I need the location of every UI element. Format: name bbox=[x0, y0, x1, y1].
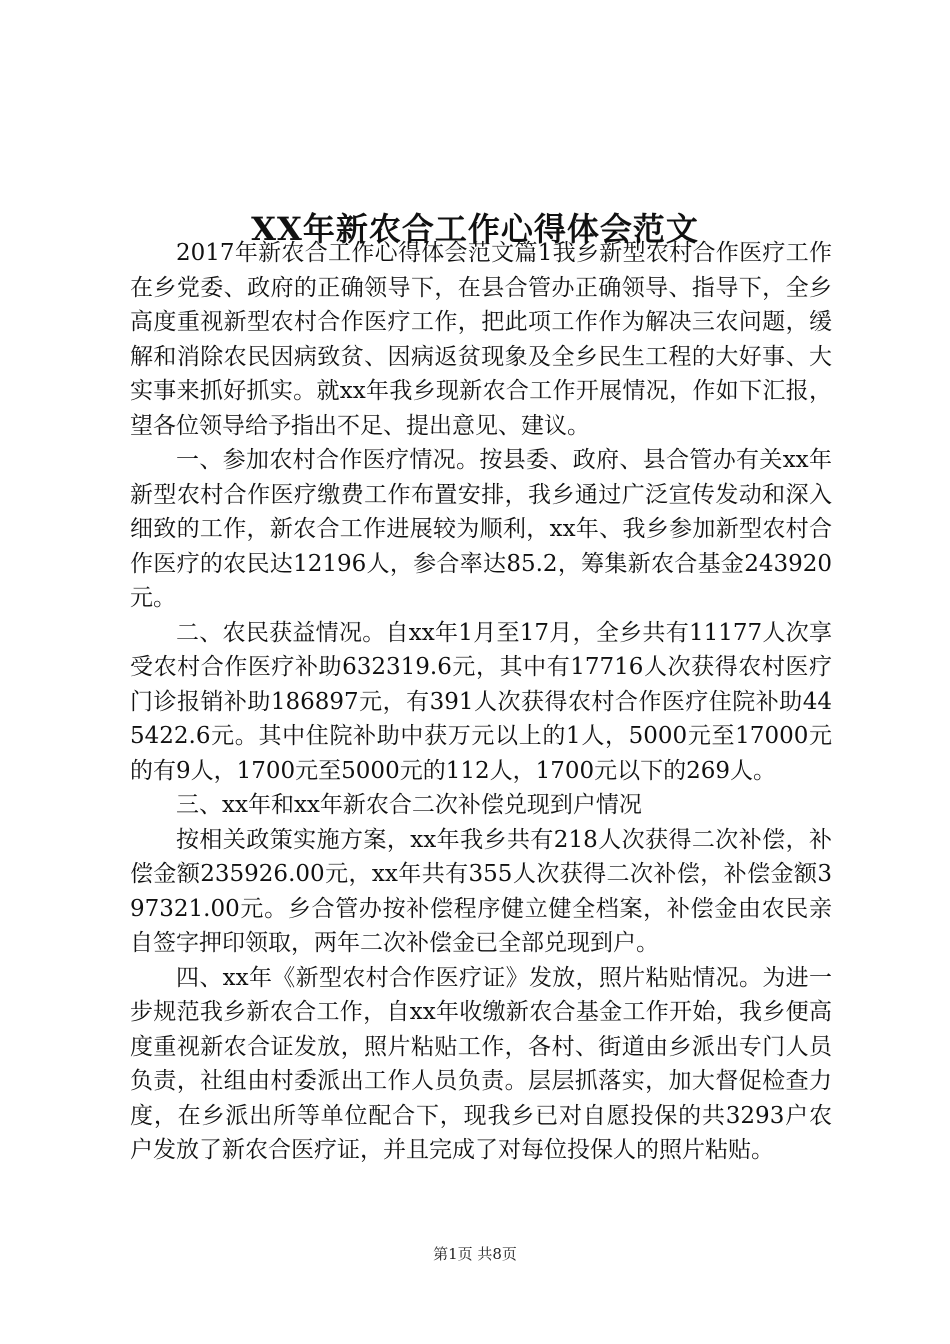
paragraph-section-2: 二、农民获益情况。自xx年1月至17月，全乡共有11177人次享受农村合作医疗补助632319.6元，其中有17716人次获得农村医疗门诊报销补助186897元，有391人次获得农村合作医疗住院补助445422.6元。其中住院补助中获万元以上的1人，5000元至17000元的有9人，1700元至5000元的112人，1700元以下的269人。 bbox=[130, 619, 832, 784]
paragraph-section-1: 一、参加农村合作医疗情况。按县委、政府、县合管办有关xx年新型农村合作医疗缴费工作布置安排，我乡通过广泛宣传发动和深入细致的工作，新农合工作进展较为顺利，xx年、我乡参加新型农村合作医疗的农民达12196人，参合率达85.2，筹集新农合基金243920元。 bbox=[130, 447, 832, 611]
paragraph-section-4: 四、xx年《新型农村合作医疗证》发放，照片粘贴情况。为进一步规范我乡新农合工作，自xx年收缴新农合基金工作开始，我乡便高度重视新农合证发放，照片粘贴工作，各村、街道由乡派出专门人员负责，社组由村委派出工作人员负责。层层抓落实，加大督促检查力度，在乡派出所等单位配合下，现我乡已对自愿投保的共3293户农户发放了新农合医疗证，并且完成了对每位投保人的照片粘贴。 bbox=[130, 964, 832, 1163]
document-title: XX年新农合工作心得体会范文 bbox=[251, 210, 699, 249]
page-number-footer: 第1页 共8页 bbox=[433, 1245, 517, 1263]
paragraph-section-3-body: 按相关政策实施方案，xx年我乡共有218人次获得二次补偿，补偿金额235926.00元，xx年共有355人次获得二次补偿，补偿金额397321.00元。乡合管办按补偿程序健立健全档案，补偿金由农民亲自签字押印领取，两年二次补偿金已全部兑现到户。 bbox=[130, 826, 832, 956]
paragraph-section-3-heading: 三、xx年和xx年新农合二次补偿兑现到户情况 bbox=[176, 792, 642, 818]
document-body bbox=[130, 236, 832, 1168]
paragraph-intro: 2017年新农合工作心得体会范文篇1我乡新型农村合作医疗工作在乡党委、政府的正确领导下，在县合管办正确领导、指导下，全乡高度重视新型农村合作医疗工作，把此项工作作为解决三农问题，缓解和消除农民因病致贫、因病返贫现象及全乡民生工程的大好事、大实事来抓好抓实。就xx年我乡现新农合工作开展情况，作如下汇报，望各位领导给予指出不足、提出意见、建议。 bbox=[130, 240, 832, 439]
